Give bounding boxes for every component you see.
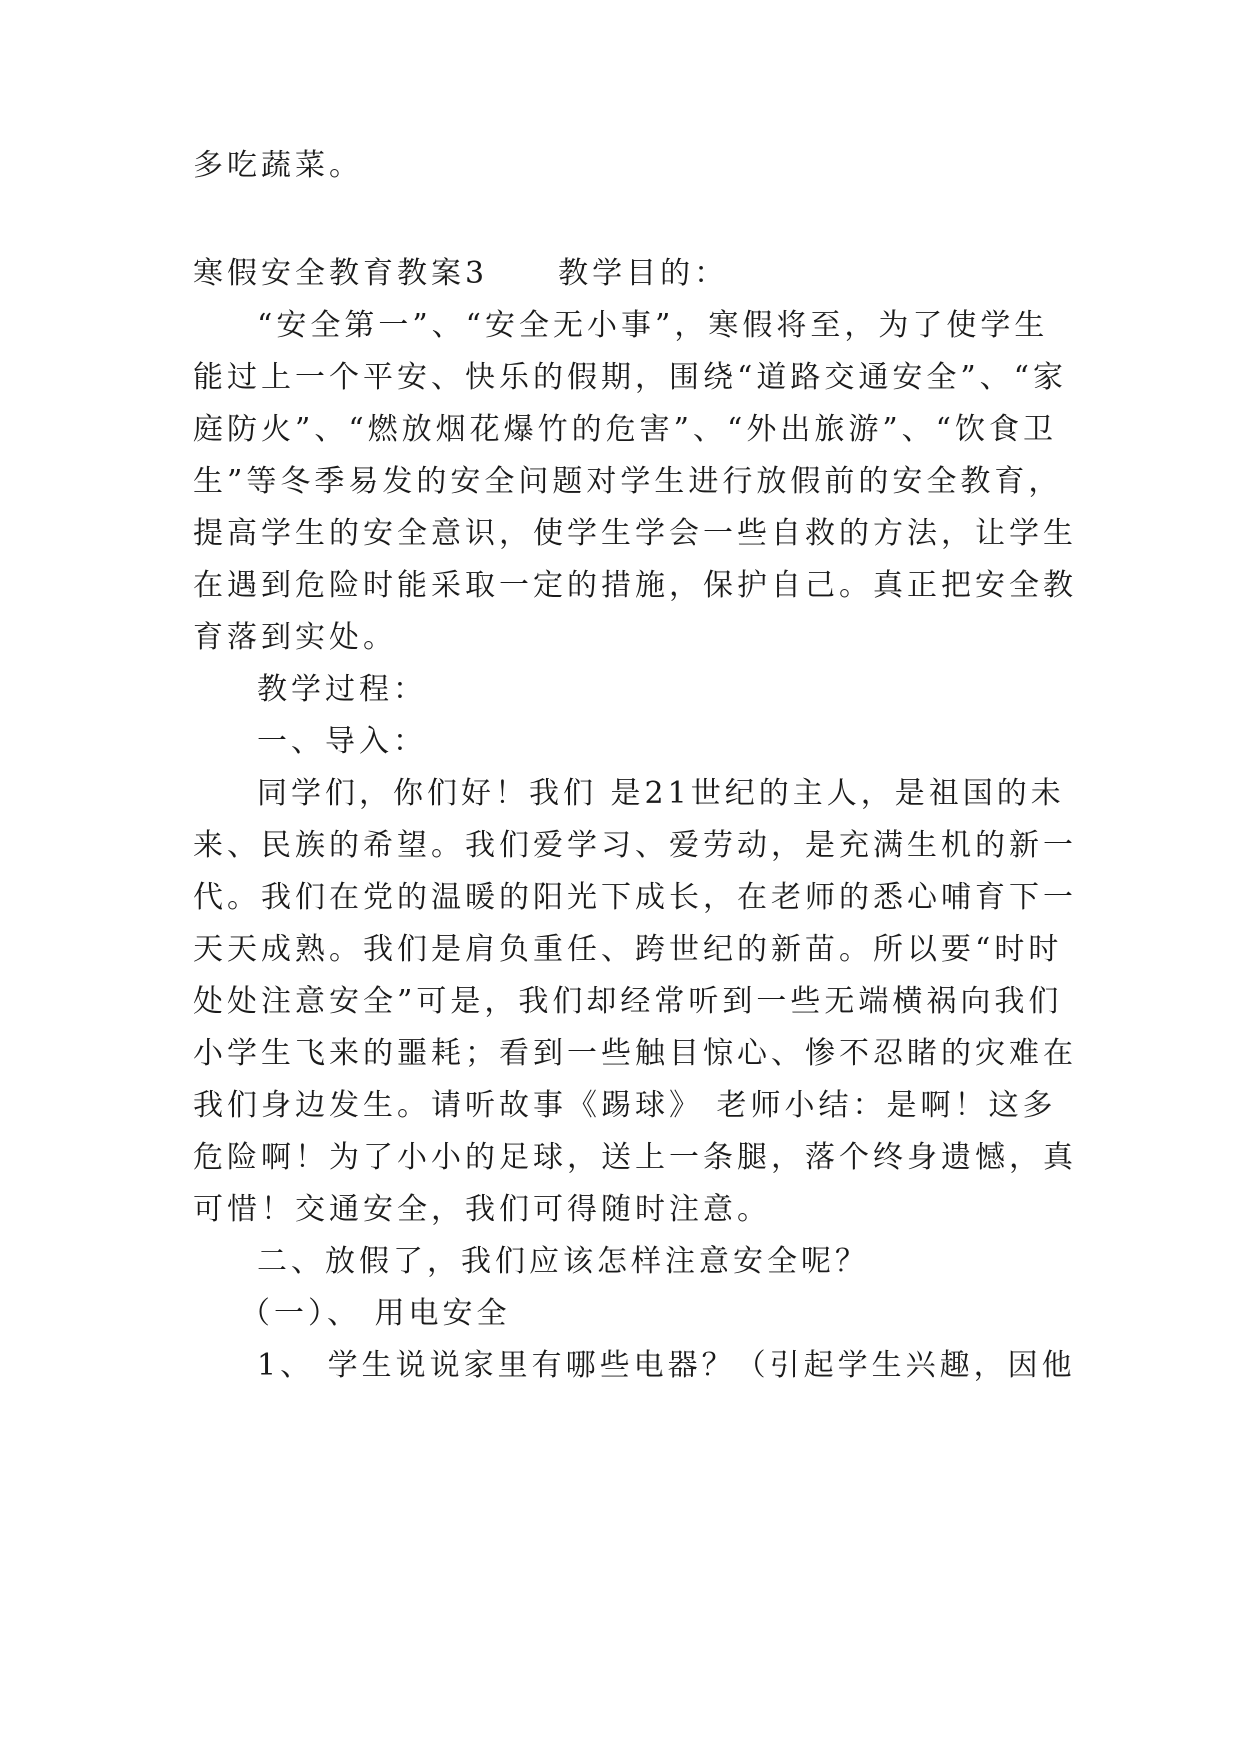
section-heading [193,254,1053,294]
text-line: 庭防火”、“燃放烟花爆竹的危害”、“外出旅游”、“饮食卫 [193,412,1058,447]
text-line: 我们身边发生。请听故事《踢球》 老师小结：是啊！这多 [193,1088,1057,1123]
text-line: 生”等冬季易发的安全问题对学生进行放假前的安全教育， [193,464,1063,499]
text-line: 二、放假了，我们应该怎样注意安全呢？ [257,1244,869,1279]
text-line: 在遇到危险时能采取一定的措施，保护自己。真正把安全教 [193,568,1077,603]
heading-subtitle: 教学目的： [558,256,729,291]
text-line: 提高学生的安全意识，使学生学会一些自救的方法，让学生 [193,516,1077,551]
heading-title: 寒假安全教育教案3 [193,256,489,291]
text-line: 天天成熟。我们是肩负重任、跨世纪的新苗。所以要“时时 [193,932,1063,967]
text-line: 一、导入： [257,724,427,759]
text-line: 代。我们在党的温暖的阳光下成长，在老师的悉心哺育下一 [193,880,1077,915]
text-line: （一）、 用电安全 [240,1296,511,1331]
text-line: 能过上一个平安、快乐的假期，围绕“道路交通安全”、“家 [193,360,1068,395]
text-line: 来、民族的希望。我们爱学习、爱劳动，是充满生机的新一 [193,828,1077,863]
text-line: 小学生飞来的噩耗；看到一些触目惊心、惨不忍睹的灾难在 [193,1036,1077,1071]
text-line: 1、 学生说说家里有哪些电器？（引起学生兴趣，因他 [257,1348,1076,1383]
text-line: 同学们，你们好！我们 是21世纪的主人，是祖国的未 [257,776,1065,811]
text-line: 处处注意安全”可是，我们却经常听到一些无端横祸向我们 [193,984,1063,1019]
text-line: 可惜！交通安全，我们可得随时注意。 [193,1192,771,1227]
text-line: 危险啊！为了小小的足球，送上一条腿，落个终身遗憾，真 [193,1140,1077,1175]
text-line: 教学过程： [257,672,427,707]
text-line: 多吃蔬菜。 [193,148,363,183]
text-line: 育落到实处。 [193,620,397,655]
text-line: “安全第一”、“安全无小事”，寒假将至，为了使学生 [257,308,1049,343]
